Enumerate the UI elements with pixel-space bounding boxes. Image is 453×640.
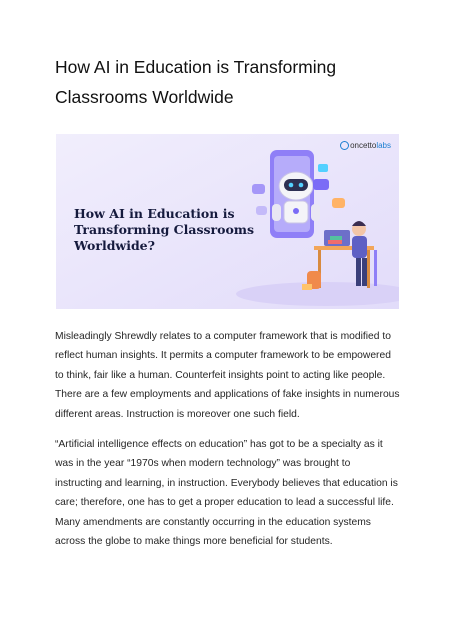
body-paragraph-2: “Artificial intelligence effects on education” has got to be a specialty as it was in the year “1970s when modern technology” was brought to instructing and learning, in instruction. Everybody believes that education is care; therefore, one has to get a proper education to lead a successful life. Many amendments are constantly occurring in the education systems across the globe to make things more beneficial for students. <box>55 439 398 548</box>
logo-suffix: labs <box>376 141 391 150</box>
hero-banner-image <box>56 134 399 309</box>
logo-prefix: oncetto <box>350 141 377 150</box>
logo-c-icon <box>340 141 349 150</box>
banner-heading: How AI in Education is Transforming Classrooms Worldwide? <box>74 206 255 253</box>
page-title: How AI in Education is Transforming Classrooms Worldwide <box>55 57 337 107</box>
brand-logo <box>340 141 391 150</box>
body-paragraph-1: Misleadingly Shrewdly relates to a computer framework that is modified to reflect human insights. It permits a computer framework to be empowered to think, fair like a human. Counterfeit insights point to acting like people. There are a few employments and applications of fake insights in numerous different areas. Instruction is moreover one such field. <box>55 331 400 420</box>
